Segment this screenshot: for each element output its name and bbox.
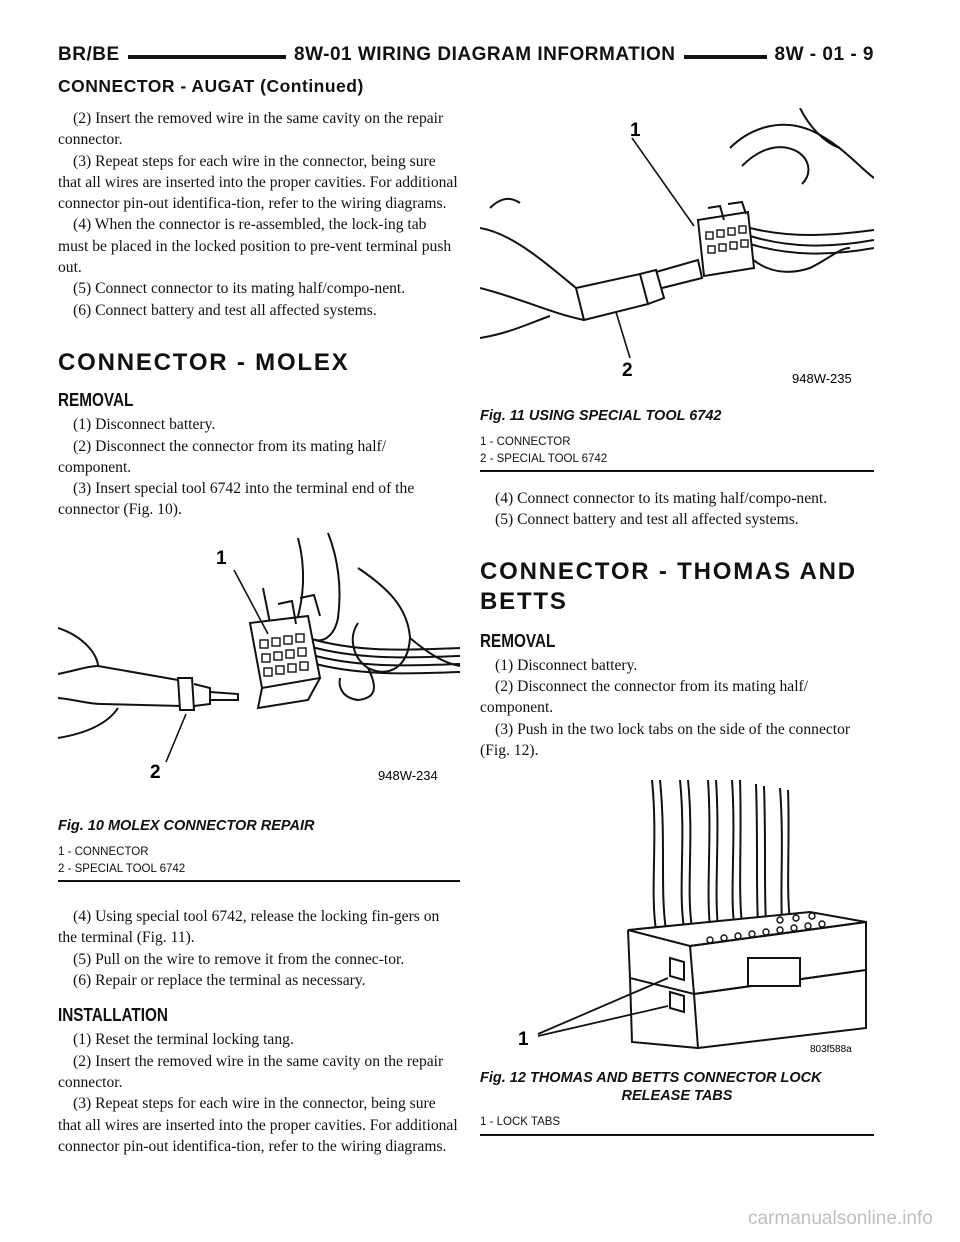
caption-rule: [58, 880, 460, 882]
thomas-betts-heading-line2: BETTS: [480, 587, 568, 615]
figure-caption-title: Fig. 10 MOLEX CONNECTOR REPAIR: [58, 818, 315, 834]
removal-step: (6) Repair or replace the terminal as necessary.: [73, 971, 366, 989]
augat-step: (6) Connect battery and test all affected systems.: [73, 301, 377, 319]
installation-heading: INSTALLATION: [58, 1005, 168, 1026]
figure-11: [480, 108, 874, 472]
installation-step: (3) Repeat steps for each wire in the connector, being sure that all wires are inserted into the proper cavities. For additional connector pin-out identifica-tion, refer to the wiring diagrams.: [58, 1095, 458, 1155]
molex-heading: CONNECTOR - MOLEX: [58, 348, 350, 376]
left-column-bottom: [58, 906, 460, 1157]
thomas-betts-heading-line1: CONNECTOR - THOMAS AND: [480, 557, 857, 585]
figure-12: [480, 780, 874, 1140]
figure-code: 948W-235: [792, 371, 852, 386]
watermark: carmanualsonline.info: [748, 1208, 933, 1229]
removal-step: (3) Insert special tool 6742 into the terminal end of the connector (Fig. 10).: [58, 480, 415, 519]
removal-step: (1) Disconnect battery.: [73, 416, 216, 434]
installation-step: (1) Reset the terminal locking tang.: [73, 1031, 294, 1049]
figure-caption-title-line1: Fig. 12 THOMAS AND BETTS CONNECTOR LOCK: [480, 1070, 822, 1086]
removal-step: (5) Pull on the wire to remove it from the connec-tor.: [73, 950, 405, 968]
augat-step: (5) Connect connector to its mating half/compo-nent.: [73, 280, 406, 298]
removal-step: (2) Disconnect the connector from its mating half/ component.: [58, 437, 387, 476]
figure-legend-item: 1 - CONNECTOR: [480, 436, 571, 448]
figure-code: 948W-234: [378, 768, 438, 783]
install-step: (5) Connect battery and test all affected systems.: [495, 511, 799, 529]
continued-heading: CONNECTOR - AUGAT (Continued): [58, 76, 364, 96]
removal-step: (3) Push in the two lock tabs on the side of the connector (Fig. 12).: [480, 720, 851, 760]
removal-heading: REMOVAL: [480, 630, 556, 651]
augat-step: (2) Insert the removed wire in the same cavity on the repair connector.: [58, 110, 444, 149]
callout-1: 1: [630, 120, 641, 141]
left-column-top: [58, 108, 460, 521]
augat-step: (3) Repeat steps for each wire in the connector, being sure that all wires are inserted into the proper cavities. For additional connector pin-out identifica-tion, refer to the wiring diagrams.: [58, 152, 458, 213]
header-left: BR/BE: [50, 44, 128, 66]
removal-step: (2) Disconnect the connector from its mating half/ component.: [480, 678, 809, 717]
callout-1: 1: [518, 1029, 529, 1050]
removal-step: (4) Using special tool 6742, release the locking fin-gers on the terminal (Fig. 11).: [58, 908, 440, 947]
caption-rule: [480, 1134, 874, 1136]
figure-legend-item: 1 - LOCK TABS: [480, 1116, 561, 1128]
removal-heading: REMOVAL: [58, 389, 134, 410]
page-header: [58, 44, 874, 72]
installation-step: (2) Insert the removed wire in the same cavity on the repair connector.: [58, 1052, 444, 1092]
figure-caption-title-line2: RELEASE TABS: [621, 1088, 733, 1104]
header-right: 8W - 01 - 9: [767, 44, 882, 66]
special-tool-illustration: [480, 108, 874, 398]
figure-caption-title: Fig. 11 USING SPECIAL TOOL 6742: [480, 408, 722, 424]
callout-2: 2: [150, 762, 161, 783]
callout-2: 2: [622, 360, 633, 381]
figure-10: [58, 528, 460, 883]
header-center: 8W-01 WIRING DIAGRAM INFORMATION: [286, 44, 684, 66]
augat-step: (4) When the connector is re-assembled, the lock-ing tab must be placed in the locked position to pre-vent terminal push out.: [58, 216, 452, 277]
caption-rule: [480, 470, 874, 472]
right-column-text: [480, 488, 874, 761]
removal-step: (1) Disconnect battery.: [495, 656, 638, 674]
figure-legend-item: 1 - CONNECTOR: [58, 846, 149, 858]
figure-legend-item: 2 - SPECIAL TOOL 6742: [58, 863, 186, 875]
install-step: (4) Connect connector to its mating half/compo-nent.: [495, 490, 828, 507]
thomas-betts-connector-illustration: [480, 780, 874, 1060]
molex-connector-illustration: [58, 528, 460, 808]
figure-code: 803f588a: [810, 1044, 852, 1055]
callout-1: 1: [216, 548, 227, 569]
figure-legend-item: 2 - SPECIAL TOOL 6742: [480, 453, 608, 465]
